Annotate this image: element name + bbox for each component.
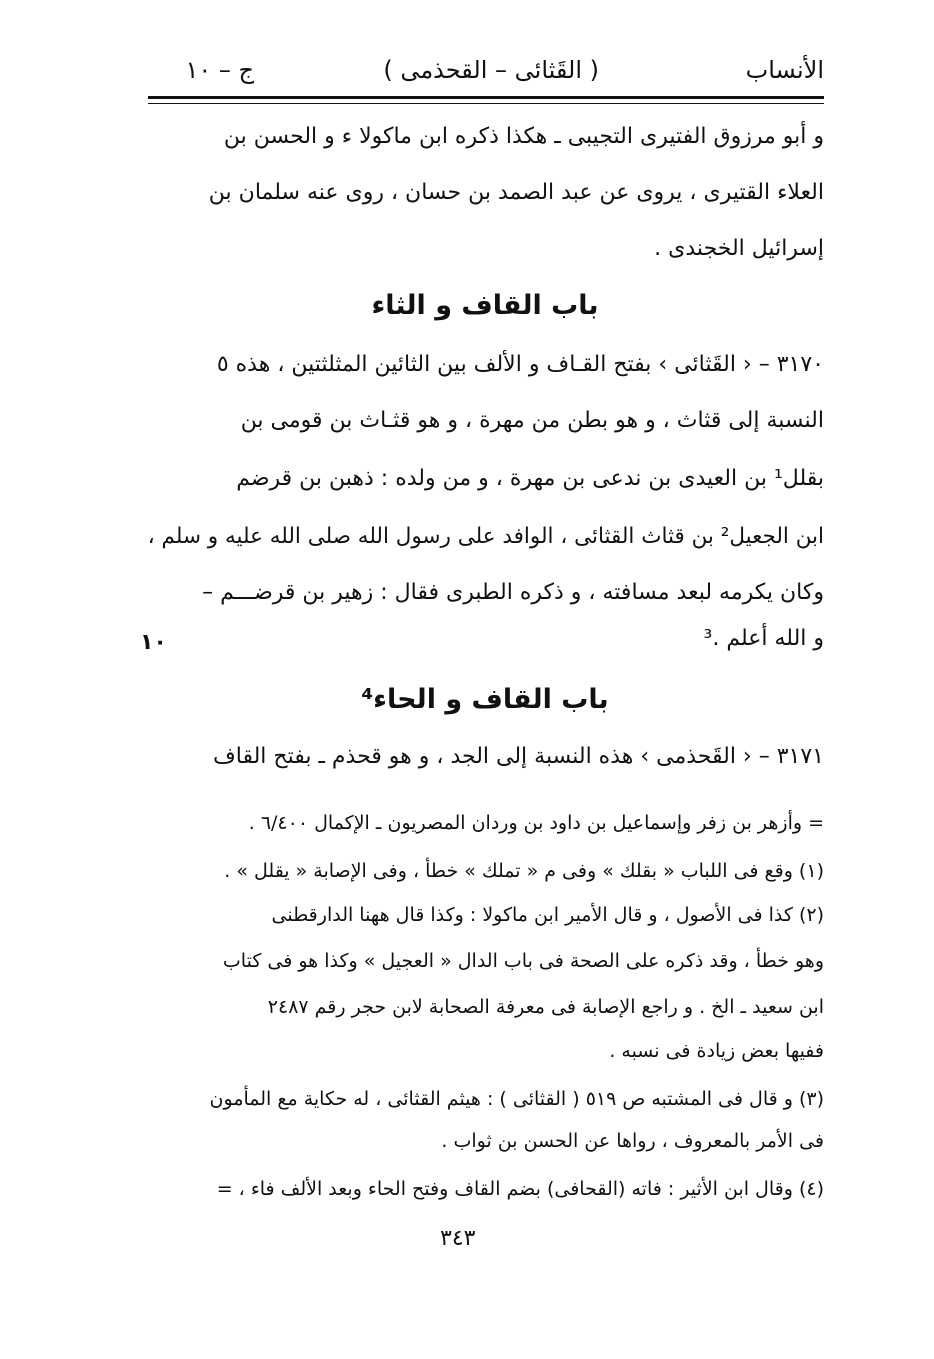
- footnote-line: وهو خطأ ، وقد ذكره على الصحة فى باب الدال « العجيل » وكذا هو فى كتاب: [222, 950, 824, 972]
- entry-3170-line: ٣١٧٠ – ‹ القَثائى › بفتح القـاف و الألف بين الثائين المثلثتين ، هذه ٥: [216, 352, 824, 377]
- section-heading-qaf-tha: باب القاف و الثاء: [371, 290, 599, 321]
- body-line: العلاء القتيرى ، يروى عن عبد الصمد بن حسان ، روى عنه سلمان بن: [208, 180, 824, 205]
- footnote-line: ففيها بعض زيادة فى نسبه .: [609, 1040, 824, 1062]
- footnote-line: (١) وقع فى اللباب « بقلك » وفى م « تملك » خطأ ، وفى الإصابة « يقلل » .: [224, 860, 824, 882]
- margin-line-number: ١٠: [140, 630, 167, 655]
- entry-3170-line: بقلل¹ بن العيدى بن ندعى بن مهرة ، و من ولده : ذهبن بن قرضم: [236, 466, 824, 491]
- body-line: إسرائيل الخجندى .: [654, 236, 824, 261]
- header-book-title: الأنساب: [745, 56, 824, 84]
- header-volume: ج – ١٠: [185, 56, 254, 84]
- header-rule-thin: [148, 103, 824, 104]
- entry-3170-line: و الله أعلم .³: [703, 626, 824, 651]
- header-section-title: ( القَثائى – القحذمى ): [383, 56, 599, 84]
- page-number: ٣٤٣: [440, 1226, 476, 1251]
- entry-3170-line: وكان يكرمه لبعد مسافته ، و ذكره الطبرى فقال : زهير بن قرضـــم –: [202, 580, 824, 605]
- footnote-line: = وأزهر بن زفر وإسماعيل بن داود بن وردان المصريون ـ الإكمال ٦/٤٠٠ .: [248, 812, 824, 834]
- header-rule-thick: [148, 96, 824, 99]
- footnote-line: (٤) وقال ابن الأثير : فاته (القحافى) بضم القاف وفتح الحاء وبعد الألف فاء ، =: [216, 1178, 824, 1200]
- footnote-line: (٢) كذا فى الأصول ، و قال الأمير ابن ماكولا : وكذا قال ههنا الدارقطنى: [271, 904, 824, 926]
- section-heading-qaf-ha: باب القاف و الحاء⁴: [361, 684, 609, 715]
- entry-3171-line: ٣١٧١ – ‹ القَحذمى › هذه النسبة إلى الجد ، و هو قحذم ـ بفتح القاف: [212, 744, 824, 769]
- body-line: و أبو مرزوق الفتيرى التجيبى ـ هكذا ذكره ابن ماكولا ء و الحسن بن: [223, 124, 824, 149]
- entry-3170-line: ابن الجعيل² بن قثاث القثائى ، الوافد على رسول الله صلى الله عليه و سلم ،: [147, 524, 824, 549]
- footnote-line: ابن سعيد ـ الخ . و راجع الإصابة فى معرفة الصحابة لابن حجر رقم ٢٤٨٧: [267, 996, 824, 1018]
- footnote-line: فى الأمر بالمعروف ، رواها عن الحسن بن ثواب .: [441, 1130, 824, 1152]
- entry-3170-line: النسبة إلى قثاث ، و هو بطن من مهرة ، و هو قثـاث بن قومى بن: [240, 408, 824, 433]
- footnote-line: (٣) و قال فى المشتبه ص ٥١٩ ( القثائى ) : هيثم القثائى ، له حكاية مع المأمون: [209, 1088, 824, 1110]
